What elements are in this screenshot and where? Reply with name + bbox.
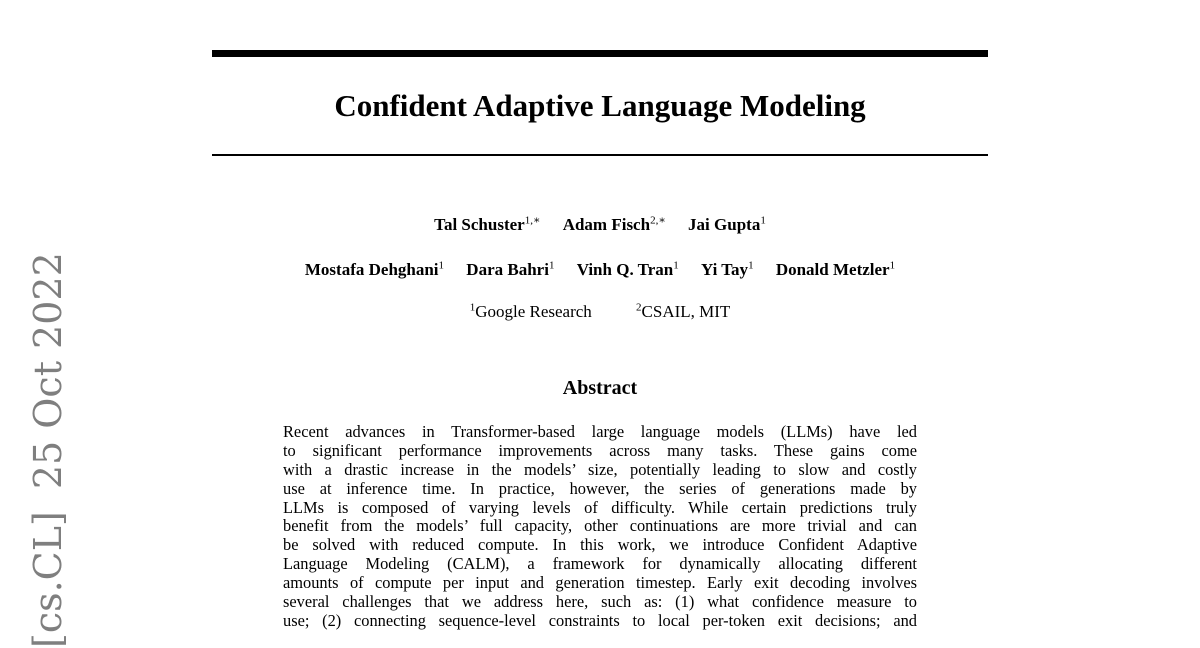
- author-name: Tal Schuster$^{1,∗}$: [434, 214, 541, 234]
- abstract-line: amounts of compute per input and generation timestep. Early exit decoding involves: [283, 574, 917, 593]
- author-name: Jai Gupta$^1$: [688, 214, 766, 234]
- affiliation: $^2$CSAIL, MIT: [636, 301, 731, 321]
- paper-title: Confident Adaptive Language Modeling: [334, 88, 866, 123]
- abstract-line: several challenges that we address here, such as: (1) what confidence measure to: [283, 593, 917, 612]
- affiliations: [212, 296, 988, 323]
- arxiv-category: [cs.CL]: [26, 511, 70, 648]
- author-name: Dara Bahri$^1$: [466, 259, 555, 279]
- abstract-line: with a drastic increase in the models’ size, potentially leading to slow and costly: [283, 460, 917, 479]
- abstract-line: be solved with reduced compute. In this work, we introduce Confident Adaptive: [283, 536, 917, 555]
- author-name: Yi Tay$^1$: [700, 259, 754, 279]
- authors-row-2: [212, 254, 988, 281]
- arxiv-stamp: [26, 230, 70, 648]
- abstract-heading: Abstract: [562, 377, 638, 399]
- affiliation: $^1$Google Research: [469, 301, 592, 321]
- author-name: Donald Metzler$^1$: [775, 259, 896, 279]
- arxiv-date: 25 Oct 2022: [26, 252, 70, 490]
- author-name: Mostafa Dehghani$^1$: [304, 259, 445, 279]
- abstract-line: use at inference time. In practice, however, the series of generations made by: [283, 479, 917, 498]
- authors-row-1: [212, 209, 988, 236]
- abstract-line: benefit from the models’ full capacity, other continuations are more trivial and can: [283, 517, 917, 536]
- title-top-rule: [212, 50, 988, 57]
- abstract-line: Language Modeling (CALM), a framework for dynamically allocating different: [283, 555, 917, 574]
- abstract-line: LLMs is composed of varying levels of difficulty. While certain predictions truly: [283, 498, 917, 517]
- author-name: Vinh Q. Tran$^1$: [576, 259, 679, 279]
- abstract-line: to significant performance improvements across many tasks. These gains come: [283, 441, 917, 460]
- title-bottom-rule: [212, 154, 988, 156]
- author-name: Adam Fisch$^{2,∗}$: [562, 214, 666, 234]
- abstract-line: Recent advances in Transformer-based large language models (LLMs) have led: [283, 423, 917, 441]
- abstract-body: [283, 423, 917, 648]
- abstract-line: use; (2) connecting sequence-level constraints to local per-token exit decisions; and: [283, 611, 917, 630]
